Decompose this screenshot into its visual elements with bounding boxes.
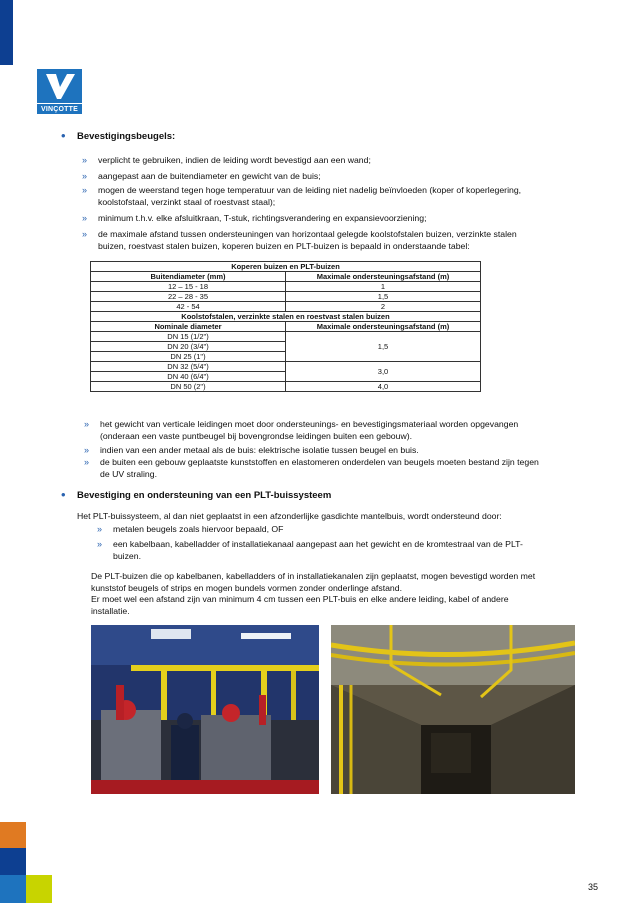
paragraph-line: installatie. xyxy=(91,605,130,616)
double-chevron-icon: » xyxy=(97,524,103,534)
double-chevron-icon: » xyxy=(97,539,103,549)
section2-heading: Bevestiging en ondersteuning van een PLT-buissysteem xyxy=(77,490,332,501)
list-item-text xyxy=(100,418,518,442)
stripe-blue xyxy=(0,848,26,875)
table-cell: DN 40 (6/4") xyxy=(91,372,286,382)
table-cell: 22 – 28 - 35 xyxy=(91,292,286,302)
vincotte-logo xyxy=(37,69,82,114)
list-item-text xyxy=(98,228,517,252)
list-item-line: mogen de weerstand tegen hoge temperatuur van de leiding niet nadelig beïnvloeden (koper of koperlegering, xyxy=(98,185,522,195)
table-cell: 2 xyxy=(286,302,481,312)
table-cell: 4,0 xyxy=(286,382,481,392)
list-item-text xyxy=(98,184,521,208)
table-cell: DN 50 (2") xyxy=(91,382,286,392)
table-cell: 1,5 xyxy=(286,292,481,302)
boiler-room-photo xyxy=(91,625,319,794)
copper-col1-header: Buitendiameter (mm) xyxy=(91,272,286,282)
list-item-line: indien van een ander metaal als de buis: elektrische isolatie tussen beugel en buis. xyxy=(100,445,419,455)
list-item-line: aangepast aan de buitendiameter en gewicht van de buis; xyxy=(98,171,321,181)
double-chevron-icon: » xyxy=(82,155,88,165)
bullet-dot-icon: • xyxy=(61,128,66,143)
list-item-line: verplicht te gebruiken, indien de leiding wordt bevestigd aan een wand; xyxy=(98,155,371,165)
list-item-line: koolstofstaal, verzinkt staal of roestvast staal); xyxy=(98,197,276,207)
stripe-blue-light xyxy=(0,875,26,903)
list-item-text xyxy=(98,154,371,166)
double-chevron-icon: » xyxy=(84,445,90,455)
table-cell: DN 25 (1") xyxy=(91,352,286,362)
support-distance-table xyxy=(90,261,481,392)
stripe-orange xyxy=(0,822,26,848)
list-item-text xyxy=(113,523,283,535)
section2-intro: Het PLT-buissysteem, al dan niet geplaatst in een afzonderlijke gasdichte mantelbuis, wordt ondersteund door: xyxy=(77,511,502,521)
double-chevron-icon: » xyxy=(84,419,90,429)
list-item-text xyxy=(113,538,523,562)
paragraph-line: Er moet wel een afstand zijn van minimum 4 cm tussen een PLT-buis en elke andere leiding, kabel of andere xyxy=(91,594,509,604)
list-item-text xyxy=(98,170,321,182)
paragraph-line: De PLT-buizen die op kabelbanen, kabelladders of in installatiekanalen zijn geplaatst, mogen bevestigd worden met xyxy=(91,571,536,581)
copper-col2-header: Maximale ondersteuningsafstand (m) xyxy=(286,272,481,282)
tunnel-pipes-photo xyxy=(331,625,575,794)
list-item-text xyxy=(98,212,427,224)
table-cell: 1 xyxy=(286,282,481,292)
list-item-line: het gewicht van verticale leidingen moet door ondersteunings- en bevestigingsmateriaal worden opgevangen xyxy=(100,419,519,429)
page-number: 35 xyxy=(588,882,599,892)
table-cell: DN 15 (1/2") xyxy=(91,332,286,342)
list-item-text xyxy=(100,444,419,456)
double-chevron-icon: » xyxy=(84,457,90,467)
list-item-line: metalen beugels zoals hiervoor bepaald, OF xyxy=(113,524,284,534)
list-item-line: de buiten een gebouw geplaatste kunststoffen en elastomeren onderdelen van beugels moeten bestand zijn tegen xyxy=(100,457,539,467)
steel-col1-header: Nominale diameter xyxy=(91,322,286,332)
stripe-lime xyxy=(26,875,52,903)
list-item-text xyxy=(100,456,539,480)
double-chevron-icon: » xyxy=(82,185,88,195)
logo-v-mark xyxy=(37,69,82,103)
double-chevron-icon: » xyxy=(82,171,88,181)
table-cell: 42 - 54 xyxy=(91,302,286,312)
top-left-stripe xyxy=(0,0,13,65)
paragraph-line: kunststof beugels of strips en mogen bundels vormen zonder onderlinge afstand. xyxy=(91,582,403,593)
list-item-line: minimum t.h.v. elke afsluitkraan, T-stuk, richtingsverandering en expansievoorziening; xyxy=(98,213,427,223)
list-item-line: de UV straling. xyxy=(100,469,157,479)
steel-table-title: Koolstofstalen, verzinkte stalen en roestvast stalen buizen xyxy=(91,312,481,322)
table-cell: 1,5 xyxy=(286,332,481,362)
list-item-line: buizen, roestvast stalen buizen, koperen buizen en PLT-buizen is bepaald in onderstaande tabel: xyxy=(98,241,470,251)
list-item-line: een kabelbaan, kabelladder of installatiekanaal aangepast aan het gewicht en de kromtestraal van de PLT- xyxy=(113,539,523,549)
double-chevron-icon: » xyxy=(82,213,88,223)
section2-paragraph xyxy=(91,571,535,617)
list-item-line: de maximale afstand tussen ondersteuningen van horizontaal gelegde koolstofstalen buizen, verzinkte stalen xyxy=(98,229,517,239)
logo-text: VINÇOTTE xyxy=(37,103,82,114)
table-cell: 12 – 15 - 18 xyxy=(91,282,286,292)
table-cell: DN 20 (3/4") xyxy=(91,342,286,352)
bullet-dot-icon: • xyxy=(61,487,66,502)
section1-heading: Bevestigingsbeugels: xyxy=(77,131,176,142)
table-cell: DN 32 (5/4") xyxy=(91,362,286,372)
double-chevron-icon: » xyxy=(82,229,88,239)
copper-table-title: Koperen buizen en PLT-buizen xyxy=(91,262,481,272)
steel-col2-header: Maximale ondersteuningsafstand (m) xyxy=(286,322,481,332)
table-cell: 3,0 xyxy=(286,362,481,382)
list-item-line: (onderaan een vaste puntbeugel bij bovengrondse leidingen buiten een gebouw). xyxy=(100,431,413,441)
list-item-line: buizen. xyxy=(113,551,142,561)
